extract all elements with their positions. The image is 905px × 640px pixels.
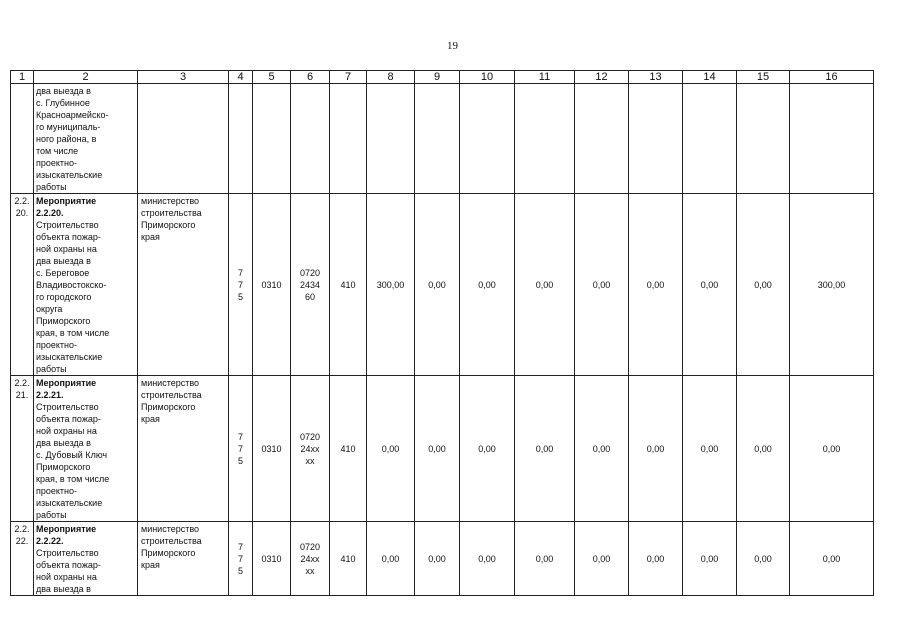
header-cell: 5	[253, 71, 291, 84]
header-cell: 8	[367, 71, 415, 84]
header-cell: 12	[575, 71, 629, 84]
value-col-8: 0,00	[367, 522, 415, 596]
csr-code: 0720 2434 60	[291, 194, 330, 376]
value-col-10	[460, 84, 515, 194]
table-row	[11, 522, 874, 596]
table-row	[11, 84, 874, 194]
table-row	[11, 194, 874, 376]
value-col-8: 0,00	[367, 376, 415, 522]
value-col-8	[367, 84, 415, 194]
measure-description	[34, 84, 138, 194]
value-col-13	[629, 84, 683, 194]
value-col-13: 0,00	[629, 376, 683, 522]
value-col-15: 0,00	[737, 194, 790, 376]
executor	[138, 84, 229, 194]
page-number: 19	[447, 40, 458, 52]
value-col-11: 0,00	[515, 522, 575, 596]
measure-text: два выезда в с. Глубинное Красноармейско- го муниципаль- ного района, в том числе проектно- изыскательские работы	[36, 86, 109, 192]
rz-code: 0310	[253, 376, 291, 522]
measure-title: Мероприятие 2.2.21.	[36, 378, 97, 400]
measure-title: Мероприятие 2.2.22.	[36, 524, 97, 546]
row-number: 2.2. 21.	[11, 376, 34, 522]
value-col-9: 0,00	[415, 194, 460, 376]
value-col-15: 0,00	[737, 376, 790, 522]
measure-text: Строительство объекта пожар- ной охраны на два выезда в	[36, 548, 101, 594]
value-col-11: 0,00	[515, 376, 575, 522]
vr-code: 410	[330, 194, 367, 376]
value-col-16: 300,00	[790, 194, 874, 376]
measure-text: Строительство объекта пожар- ной охраны на два выезда в с. Дубовый Ключ Приморского края, в том числе проектно- изыскательские работы	[36, 402, 110, 520]
measure-text: Строительство объекта пожар- ной охраны на два выезда в с. Береговое Владивостокско- го городского округа Приморского края, в том числе проектно- изыскательские работы	[36, 220, 110, 374]
header-cell: 9	[415, 71, 460, 84]
value-col-13: 0,00	[629, 522, 683, 596]
value-col-15	[737, 84, 790, 194]
measure-description	[34, 194, 138, 376]
value-col-9: 0,00	[415, 522, 460, 596]
vr-code: 410	[330, 376, 367, 522]
value-col-16: 0,00	[790, 522, 874, 596]
measure-description	[34, 522, 138, 596]
value-col-14: 0,00	[683, 376, 737, 522]
grbs-code	[229, 84, 253, 194]
value-col-11: 0,00	[515, 194, 575, 376]
row-number	[11, 84, 34, 194]
rz-code: 0310	[253, 194, 291, 376]
vr-code	[330, 84, 367, 194]
header-cell: 15	[737, 71, 790, 84]
rz-code: 0310	[253, 522, 291, 596]
measure-title: Мероприятие 2.2.20.	[36, 196, 97, 218]
budget-table	[10, 70, 874, 596]
header-cell: 11	[515, 71, 575, 84]
value-col-11	[515, 84, 575, 194]
value-col-12: 0,00	[575, 522, 629, 596]
csr-code: 0720 24xx xx	[291, 522, 330, 596]
rz-code	[253, 84, 291, 194]
value-col-9	[415, 84, 460, 194]
executor: министерство строительства Приморского края	[138, 522, 229, 596]
header-cell: 13	[629, 71, 683, 84]
csr-code	[291, 84, 330, 194]
row-number: 2.2. 22.	[11, 522, 34, 596]
executor: министерство строительства Приморского края	[138, 194, 229, 376]
grbs-code: 7 7 5	[229, 376, 253, 522]
header-cell: 7	[330, 71, 367, 84]
header-cell: 14	[683, 71, 737, 84]
measure-description	[34, 376, 138, 522]
value-col-14	[683, 84, 737, 194]
value-col-12: 0,00	[575, 194, 629, 376]
value-col-13: 0,00	[629, 194, 683, 376]
value-col-12: 0,00	[575, 376, 629, 522]
table-row	[11, 376, 874, 522]
value-col-16	[790, 84, 874, 194]
value-col-10: 0,00	[460, 522, 515, 596]
vr-code: 410	[330, 522, 367, 596]
row-number: 2.2. 20.	[11, 194, 34, 376]
value-col-10: 0,00	[460, 194, 515, 376]
value-col-14: 0,00	[683, 522, 737, 596]
header-cell: 3	[138, 71, 229, 84]
value-col-10: 0,00	[460, 376, 515, 522]
value-col-15: 0,00	[737, 522, 790, 596]
value-col-16: 0,00	[790, 376, 874, 522]
value-col-12	[575, 84, 629, 194]
value-col-9: 0,00	[415, 376, 460, 522]
header-cell: 16	[790, 71, 874, 84]
value-col-8: 300,00	[367, 194, 415, 376]
header-row	[11, 71, 874, 84]
header-cell: 2	[34, 71, 138, 84]
header-cell: 6	[291, 71, 330, 84]
header-cell: 1	[11, 71, 34, 84]
value-col-14: 0,00	[683, 194, 737, 376]
header-cell: 10	[460, 71, 515, 84]
grbs-code: 7 7 5	[229, 194, 253, 376]
header-cell: 4	[229, 71, 253, 84]
grbs-code: 7 7 5	[229, 522, 253, 596]
csr-code: 0720 24xx xx	[291, 376, 330, 522]
executor: министерство строительства Приморского края	[138, 376, 229, 522]
